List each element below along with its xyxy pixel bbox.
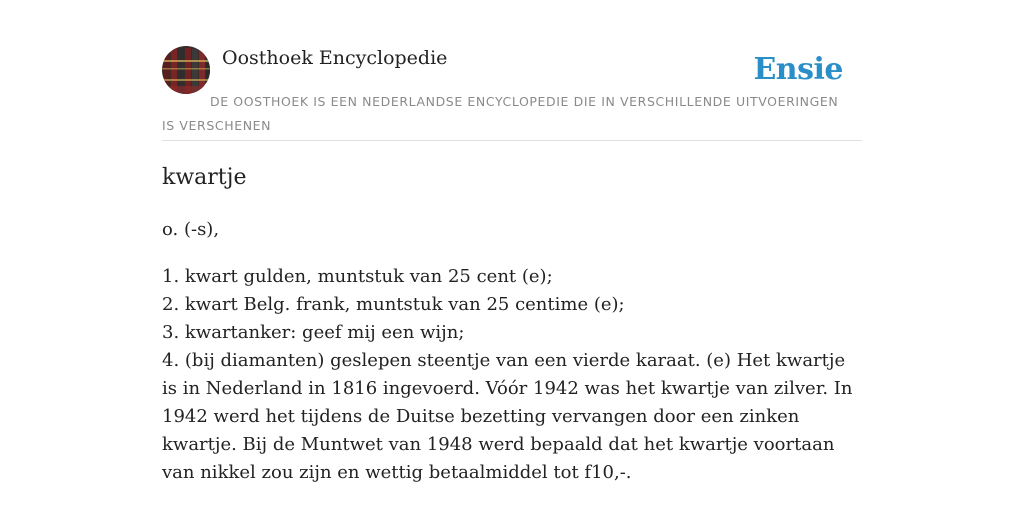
site-tagline: DE OOSTHOEK IS EEN NEDERLANDSE ENCYCLOPEDIE DIE IN VERSCHILLENDE UITVOERINGEN IS VERSCHENEN bbox=[162, 94, 839, 133]
definition-item: 3. kwartanker: geef mij een wijn; bbox=[162, 322, 465, 343]
definition-item: 1. kwart gulden, muntstuk van 25 cent (e); bbox=[162, 266, 553, 287]
definition-item: 4. (bij diamanten) geslepen steentje van een vierde karaat. (e) Het kwartje is in Nederland in 1816 ingevoerd. Vóór 1942 was het kwartje van zilver. In 1942 werd het tijdens de Duitse bezetting vervangen door een zinken kwartje. Bij de Muntwet van 1948 werd bepaald dat het kwartje voortaan van nikkel zou zijn en wettig betaalmiddel tot f10,-. bbox=[162, 350, 853, 483]
site-title-link[interactable]: Oosthoek Encyclopedie bbox=[222, 47, 448, 69]
book-spines-icon bbox=[162, 46, 210, 94]
entry-definitions bbox=[162, 263, 862, 487]
entry-title: kwartje bbox=[162, 165, 247, 190]
site-avatar[interactable] bbox=[162, 46, 210, 94]
definition-item: 2. kwart Belg. frank, muntstuk van 25 centime (e); bbox=[162, 294, 625, 315]
site-header bbox=[162, 46, 862, 141]
entry-content bbox=[162, 160, 862, 483]
brand-logo-link[interactable]: Ensie bbox=[753, 52, 843, 87]
entry-grammar: o. (-s), bbox=[162, 219, 220, 240]
